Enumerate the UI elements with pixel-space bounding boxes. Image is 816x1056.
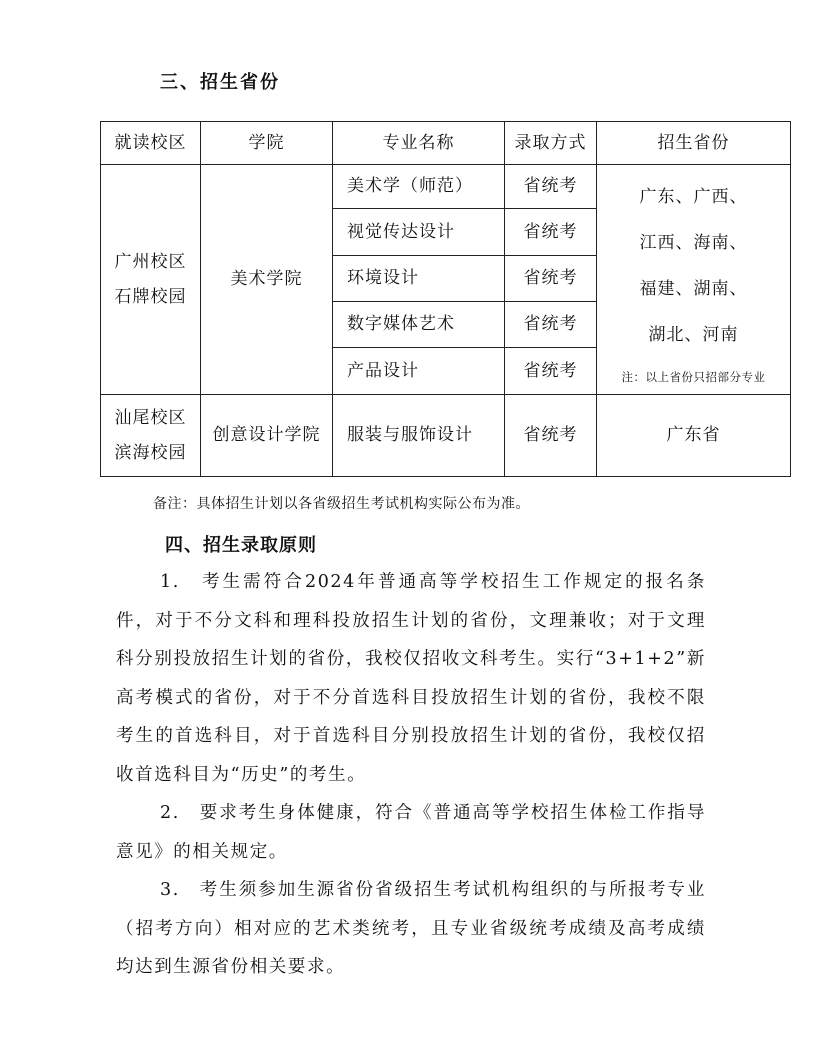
method-cell: 省统考 (505, 302, 597, 348)
table-remark: 备注：具体招生计划以各省级招生考试机构实际公布为准。 (153, 496, 530, 512)
campus-cell-shanwei (101, 395, 201, 477)
header-major: 专业名称 (333, 122, 505, 165)
table-row (101, 395, 791, 477)
header-provinces: 招生省份 (597, 122, 791, 165)
provinces-line: 广东、广西、 (639, 187, 748, 208)
header-method: 录取方式 (505, 122, 597, 165)
campus-name: 广州校区 (114, 252, 187, 273)
provinces-cell: 广东省 (597, 395, 791, 477)
provinces-note: 注：以上省份只招部分专业 (621, 370, 766, 385)
admission-provinces-table (100, 121, 791, 477)
table-header-row (101, 122, 791, 165)
campus-sub-name: 石牌校园 (114, 286, 187, 307)
campus-cell-guangzhou (101, 165, 201, 395)
principle-paragraph-2 (116, 794, 706, 871)
method-cell: 省统考 (505, 256, 597, 302)
principle-paragraph-1 (116, 563, 706, 794)
college-cell: 创意设计学院 (201, 395, 333, 477)
major-cell: 产品设计 (333, 348, 505, 395)
method-cell: 省统考 (505, 165, 597, 209)
provinces-cell (597, 165, 791, 395)
principle-paragraph-3 (116, 871, 706, 987)
principle-2-text: 2. 要求考生身体健康，符合《普通高等学校招生体检工作指导意见》的相关规定。 (116, 803, 706, 862)
section-3-heading: 三、招生省份 (160, 72, 280, 93)
provinces-line: 福建、湖南、 (639, 279, 748, 300)
header-campus: 就读校区 (101, 122, 201, 165)
header-college: 学院 (201, 122, 333, 165)
major-cell: 服装与服饰设计 (333, 395, 505, 477)
provinces-line: 江西、海南、 (639, 233, 748, 254)
table-row (101, 165, 791, 209)
campus-name: 汕尾校区 (114, 408, 187, 429)
college-cell: 美术学院 (201, 165, 333, 395)
method-cell: 省统考 (505, 348, 597, 395)
section-4-heading: 四、招生录取原则 (165, 535, 317, 556)
campus-sub-name: 滨海校园 (114, 442, 187, 463)
major-cell: 数字媒体艺术 (333, 302, 505, 348)
major-cell: 环境设计 (333, 256, 505, 302)
principle-3-text: 3. 考生须参加生源省份省级招生考试机构组织的与所报考专业（招考方向）相对应的艺术类统考，且专业省级统考成绩及高考成绩均达到生源省份相关要求。 (116, 880, 706, 977)
major-cell: 美术学（师范） (333, 165, 505, 209)
method-cell: 省统考 (505, 395, 597, 477)
principle-1-text: 1. 考生需符合2024年普通高等学校招生工作规定的报名条件，对于不分文科和理科投放招生计划的省份，文理兼收；对于文理科分别投放招生计划的省份，我校仅招收文科考生。实行“3+1+2”新高考模式的省份，对于不分首选科目投放招生计划的省份，我校不限考生的首选科目，对于首选科目分别投放招生计划的省份，我校仅招收首选科目为“历史”的考生。 (116, 572, 706, 785)
major-cell: 视觉传达设计 (333, 209, 505, 256)
provinces-line: 湖北、河南 (648, 325, 739, 346)
method-cell: 省统考 (505, 209, 597, 256)
